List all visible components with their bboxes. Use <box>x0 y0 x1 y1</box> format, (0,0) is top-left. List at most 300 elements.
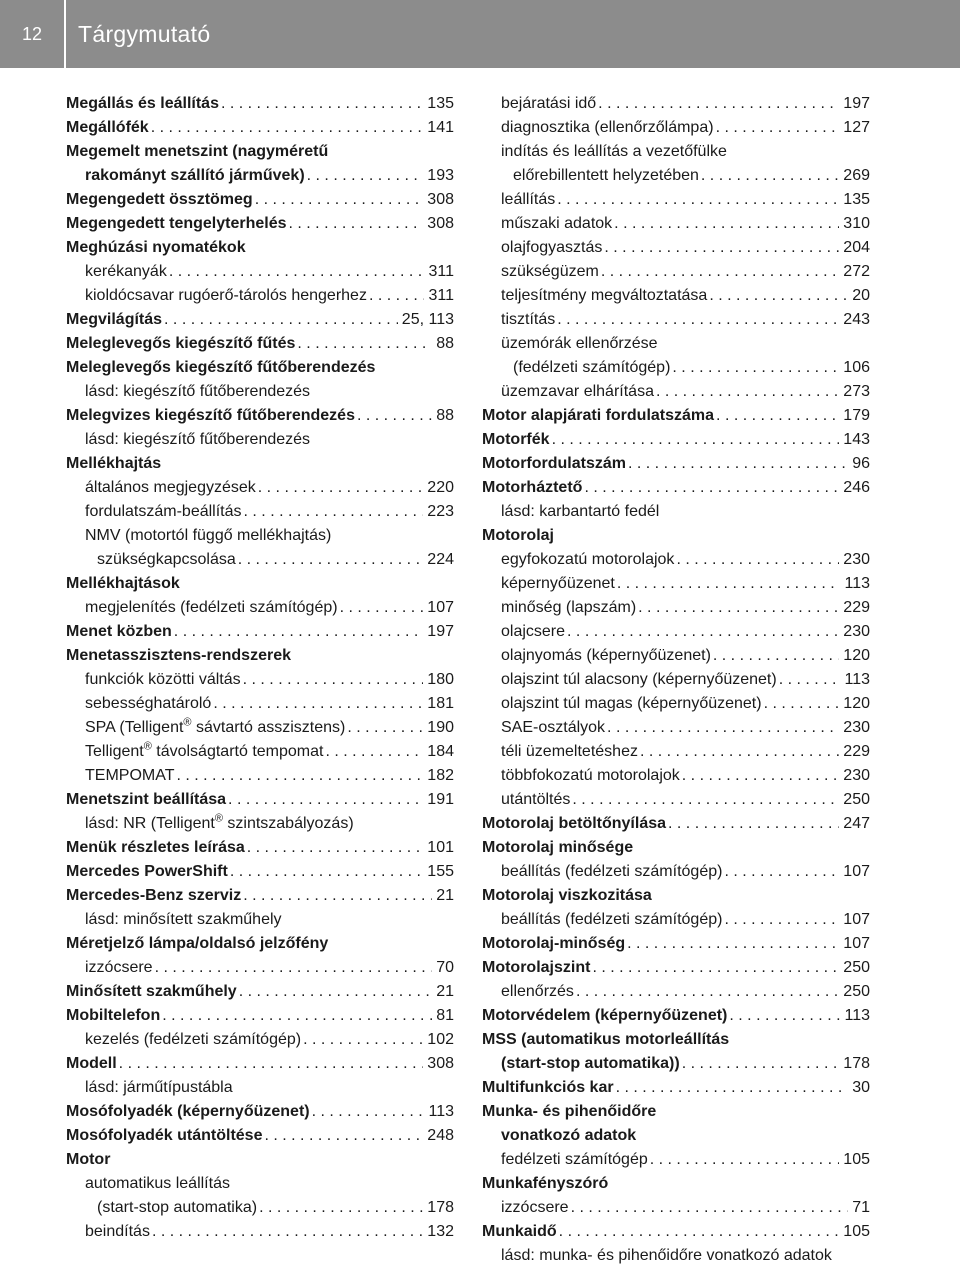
leader-dots <box>347 716 423 740</box>
index-entry <box>66 620 454 644</box>
page-ref: 107 <box>427 599 454 616</box>
entry-text: SAE-osztályok <box>501 719 606 736</box>
entry-text: üzemórák ellenőrzése <box>501 335 658 352</box>
index-entry <box>482 836 870 860</box>
page-ref: 81 <box>436 1007 454 1024</box>
entry-text: minőség (lapszám) <box>501 599 637 616</box>
entry-text: Motorolaj minősége <box>482 839 634 856</box>
entry-text: Motorvédelem (képernyőüzenet) <box>482 1007 728 1024</box>
leader-dots <box>176 764 423 788</box>
index-subentry <box>482 236 870 260</box>
page-ref: 120 <box>843 695 870 712</box>
leader-dots <box>616 1076 849 1100</box>
index-subentry <box>66 428 454 452</box>
page-ref: 88 <box>436 335 454 352</box>
entry-text: lásd: kiegészítő fűtőberendezés <box>85 383 311 400</box>
index-entry <box>66 236 454 260</box>
leader-dots <box>289 212 424 236</box>
entry-text: többfokozatú motorolajok <box>501 767 680 784</box>
page-ref: 308 <box>427 191 454 208</box>
index-entry <box>66 116 454 140</box>
entry-text: Mercedes PowerShift <box>66 863 228 880</box>
leader-dots <box>716 404 839 428</box>
index-subentry <box>482 716 870 740</box>
page-ref: 250 <box>843 983 870 1000</box>
index-subentry <box>482 740 870 764</box>
entry-text: kioldócsavar rugóerő-tárolós hengerhez <box>85 287 367 304</box>
page-ref: 71 <box>852 1199 870 1216</box>
entry-text: (start-stop automatika) <box>97 1199 258 1216</box>
index-column-left <box>66 92 454 1244</box>
page-ref: 182 <box>427 767 454 784</box>
page-ref: 311 <box>428 287 454 304</box>
entry-text: Munkafényszóró <box>482 1175 609 1192</box>
entry-text: Motorolajszint <box>482 959 591 976</box>
entry-text: képernyőüzenet <box>501 575 615 592</box>
leader-dots <box>724 908 839 932</box>
leader-dots <box>312 1100 425 1124</box>
registered-mark: ® <box>183 716 192 729</box>
leader-dots <box>357 404 432 428</box>
page-ref: 229 <box>843 599 870 616</box>
index-entry <box>482 812 870 836</box>
entry-text: Motorolaj viszkozitása <box>482 887 652 904</box>
leader-dots <box>701 164 839 188</box>
registered-mark: ® <box>143 740 152 753</box>
entry-text: Megállófék <box>66 119 149 136</box>
index-entry <box>482 1028 870 1052</box>
index-subentry <box>66 764 454 788</box>
entry-text: olajfogyasztás <box>501 239 603 256</box>
leader-dots <box>238 548 424 572</box>
index-subentry <box>482 644 870 668</box>
entry-text: olajcsere <box>501 623 566 640</box>
page-ref: 127 <box>843 119 870 136</box>
page-title: Tárgymutató <box>66 0 960 68</box>
page-ref: 135 <box>843 191 870 208</box>
index-entry <box>482 428 870 452</box>
index-subentry <box>66 500 454 524</box>
index-subentry <box>66 716 454 740</box>
entry-text: Meghúzási nyomatékok <box>66 239 246 256</box>
index-subentry <box>482 620 870 644</box>
leader-dots <box>557 188 839 212</box>
entry-text: téli üzemeltetéshez <box>501 743 638 760</box>
index-entry <box>482 452 870 476</box>
leader-dots <box>598 92 839 116</box>
index-entry <box>482 1100 870 1124</box>
leader-dots <box>369 284 425 308</box>
entry-text: Méretjelző lámpa/oldalsó jelzőfény <box>66 935 329 952</box>
index-subentry <box>66 668 454 692</box>
index-entry <box>482 476 870 500</box>
entry-text: Menetasszisztens-rendszerek <box>66 647 291 664</box>
page-ref: 190 <box>427 719 454 736</box>
entry-text: olajszint túl alacsony (képernyőüzenet) <box>501 671 777 688</box>
entry-text: rakományt szállító járművek) <box>85 167 305 184</box>
index-entry <box>66 644 454 668</box>
page-ref: 143 <box>843 431 870 448</box>
entry-text: beindítás <box>85 1223 150 1240</box>
page-ref: 101 <box>427 839 454 856</box>
index-entry <box>66 404 454 428</box>
entry-text: szükségüzem <box>501 263 599 280</box>
index-entry <box>66 356 454 380</box>
page-ref: 311 <box>428 263 454 280</box>
page-ref: 230 <box>843 719 870 736</box>
leader-dots <box>640 740 839 764</box>
index-subentry <box>482 596 870 620</box>
entry-text: Mobiltelefon <box>66 1007 161 1024</box>
entry-text: ellenőrzés <box>501 983 574 1000</box>
entry-text: Mellékhajtások <box>66 575 180 592</box>
page-ref: 178 <box>843 1055 870 1072</box>
index-subentry <box>66 380 454 404</box>
entry-text: Multifunkciós kar <box>482 1079 614 1096</box>
leader-dots <box>576 980 839 1004</box>
index-entry <box>482 1220 870 1244</box>
page-ref: 230 <box>843 551 870 568</box>
leader-dots <box>764 692 840 716</box>
leader-dots <box>572 788 839 812</box>
entry-text: Modell <box>66 1055 117 1072</box>
entry-text: (start-stop automatika)) <box>501 1055 680 1072</box>
index-subentry <box>482 164 870 188</box>
leader-dots <box>174 620 424 644</box>
leader-dots <box>244 500 424 524</box>
page-ref: 155 <box>427 863 454 880</box>
page-ref: 88 <box>436 407 454 424</box>
leader-dots <box>614 212 839 236</box>
index-subentry <box>66 548 454 572</box>
index-entry <box>482 524 870 548</box>
page-ref: 250 <box>843 959 870 976</box>
entry-text: diagnosztika (ellenőrzőlámpa) <box>501 119 714 136</box>
leader-dots <box>682 1052 840 1076</box>
page-ref: 230 <box>843 767 870 784</box>
index-entry <box>66 1004 454 1028</box>
entry-text: Megállás és leállítás <box>66 95 219 112</box>
leader-dots <box>119 1052 424 1076</box>
page-ref: 113 <box>844 575 870 592</box>
index-subentry <box>482 548 870 572</box>
page-ref: 113 <box>428 1103 454 1120</box>
index-entry <box>66 188 454 212</box>
leader-dots <box>584 476 839 500</box>
leader-dots <box>162 1004 432 1028</box>
page-ref: 141 <box>427 119 454 136</box>
index-subentry <box>66 1028 454 1052</box>
entry-text: beállítás (fedélzeti számítógép) <box>501 863 723 880</box>
page-ref: 102 <box>427 1031 454 1048</box>
index-subentry <box>66 740 454 764</box>
leader-dots <box>559 1220 840 1244</box>
entry-text: tisztítás <box>501 311 556 328</box>
index-subentry <box>482 260 870 284</box>
page-ref: 230 <box>843 623 870 640</box>
leader-dots <box>709 284 848 308</box>
entry-text: NMV (motortól függő mellékhajtás) <box>85 527 332 544</box>
page-ref: 273 <box>843 383 870 400</box>
entry-text: sebességhatároló <box>85 695 212 712</box>
index-subentry <box>482 92 870 116</box>
entry-text: fordulatszám-beállítás <box>85 503 242 520</box>
leader-dots <box>604 236 839 260</box>
page-ref: 178 <box>427 1199 454 1216</box>
page-ref: 20 <box>852 287 870 304</box>
entry-text: Motorolaj-minőség <box>482 935 626 952</box>
leader-dots <box>164 308 398 332</box>
leader-dots <box>303 1028 423 1052</box>
index-entry <box>66 980 454 1004</box>
leader-dots <box>340 596 424 620</box>
entry-text: előrebillentett helyzetében <box>513 167 699 184</box>
entry-text: automatikus leállítás <box>85 1175 230 1192</box>
entry-text: Menetszint beállítása <box>66 791 227 808</box>
index-subentry <box>482 1124 870 1148</box>
leader-dots <box>656 380 839 404</box>
index-entry <box>66 836 454 860</box>
entry-text: Megengedett tengelyterhelés <box>66 215 287 232</box>
entry-text: lásd: kiegészítő fűtőberendezés <box>85 431 311 448</box>
leader-dots <box>151 116 424 140</box>
page-ref: 193 <box>427 167 454 184</box>
entry-text: Mellékhajtás <box>66 455 162 472</box>
index-subentry <box>482 860 870 884</box>
index-entry <box>482 932 870 956</box>
leader-dots <box>228 788 423 812</box>
entry-text: (fedélzeti számítógép) <box>513 359 671 376</box>
entry-text: kerékanyák <box>85 263 167 280</box>
leader-dots <box>729 1004 840 1028</box>
index-entry <box>482 956 870 980</box>
page-ref: 106 <box>843 359 870 376</box>
leader-dots <box>628 452 848 476</box>
leader-dots <box>676 548 839 572</box>
index-subentry <box>482 692 870 716</box>
index-subentry <box>482 500 870 524</box>
index-entry <box>66 140 454 164</box>
page-ref: 105 <box>843 1223 870 1240</box>
entry-text: Munkaidő <box>482 1223 557 1240</box>
leader-dots <box>258 476 424 500</box>
index-entry <box>66 860 454 884</box>
index-subentry <box>66 956 454 980</box>
index-subentry <box>66 164 454 188</box>
entry-text: Megvilágítás <box>66 311 163 328</box>
page-ref: 113 <box>844 1007 870 1024</box>
leader-dots <box>713 644 839 668</box>
index-subentry <box>66 596 454 620</box>
entry-text: MSS (automatikus motorleállítás <box>482 1031 730 1048</box>
entry-text: általános megjegyzések <box>85 479 256 496</box>
index-entry <box>66 452 454 476</box>
page-ref: 191 <box>427 791 454 808</box>
index-subentry <box>482 668 870 692</box>
entry-text: vonatkozó adatok <box>501 1127 637 1144</box>
index-entry <box>66 572 454 596</box>
index-entry <box>482 1076 870 1100</box>
entry-text: fedélzeti számítógép <box>501 1151 648 1168</box>
index-subentry <box>482 356 870 380</box>
index-entry <box>66 308 454 332</box>
index-subentry <box>66 812 454 836</box>
index-subentry <box>482 980 870 1004</box>
page-ref: 269 <box>843 167 870 184</box>
index-subentry <box>66 1172 454 1196</box>
entry-text: szükségkapcsolása <box>97 551 236 568</box>
entry-text: Telligent® távolságtartó tempomat <box>85 740 324 760</box>
entry-text: TEMPOMAT <box>85 767 175 784</box>
index-subentry <box>482 764 870 788</box>
leader-dots <box>247 836 424 860</box>
entry-text: indítás és leállítás a vezetőfülke <box>501 143 727 160</box>
leader-dots <box>243 884 432 908</box>
entry-text: beállítás (fedélzeti számítógép) <box>501 911 723 928</box>
entry-text: funkciók közötti váltás <box>85 671 241 688</box>
leader-dots <box>638 596 839 620</box>
page-ref: 135 <box>427 95 454 112</box>
page-ref: 223 <box>427 503 454 520</box>
registered-mark: ® <box>214 812 223 825</box>
index-subentry <box>66 1196 454 1220</box>
page-ref: 180 <box>427 671 454 688</box>
index-subentry <box>66 692 454 716</box>
leader-dots <box>239 980 433 1004</box>
leader-dots <box>716 116 840 140</box>
entry-text: Motor alapjárati fordulatszáma <box>482 407 715 424</box>
page-ref: 184 <box>427 743 454 760</box>
index-subentry <box>482 1196 870 1220</box>
page-ref: 308 <box>427 1055 454 1072</box>
entry-text: Menet közben <box>66 623 172 640</box>
page-ref: 247 <box>843 815 870 832</box>
entry-text: Minősített szakműhely <box>66 983 237 1000</box>
leader-dots <box>672 356 839 380</box>
page-ref: 107 <box>843 911 870 928</box>
page-ref: 220 <box>427 479 454 496</box>
page-ref: 181 <box>427 695 454 712</box>
index-subentry <box>66 524 454 548</box>
index-subentry <box>66 476 454 500</box>
entry-text: Motorfék <box>482 431 550 448</box>
index-entry <box>66 1100 454 1124</box>
index-entry <box>66 788 454 812</box>
page-ref: 21 <box>436 887 454 904</box>
page-ref: 113 <box>844 671 870 688</box>
page-ref: 204 <box>843 239 870 256</box>
page-ref: 96 <box>852 455 870 472</box>
entry-text: olajszint túl magas (képernyőüzenet) <box>501 695 762 712</box>
index-entry <box>482 404 870 428</box>
page-ref: 308 <box>427 215 454 232</box>
index-subentry <box>482 212 870 236</box>
index-subentry <box>482 572 870 596</box>
index-subentry <box>482 140 870 164</box>
entry-text: Mosófolyadék (képernyőüzenet) <box>66 1103 310 1120</box>
leader-dots <box>230 860 423 884</box>
leader-dots <box>607 716 839 740</box>
page-ref: 30 <box>852 1079 870 1096</box>
entry-text: Meleglevegős kiegészítő fűtés <box>66 335 296 352</box>
page-ref: 120 <box>843 647 870 664</box>
entry-text: bejáratási idő <box>501 95 597 112</box>
entry-text: Menük részletes leírása <box>66 839 245 856</box>
page-ref: 248 <box>427 1127 454 1144</box>
page-number: 12 <box>0 0 64 68</box>
leader-dots <box>557 308 839 332</box>
page-ref: 250 <box>843 791 870 808</box>
index-subentry <box>482 788 870 812</box>
page-ref: 229 <box>843 743 870 760</box>
page-ref: 197 <box>843 95 870 112</box>
entry-text: lásd: karbantartó fedél <box>501 503 660 520</box>
entry-text: Munka- és pihenőidőre <box>482 1103 657 1120</box>
index-subentry <box>482 284 870 308</box>
leader-dots <box>297 332 432 356</box>
page-ref: 224 <box>427 551 454 568</box>
leader-dots <box>155 956 433 980</box>
index-entry <box>66 1148 454 1172</box>
entry-text: Motorfordulatszám <box>482 455 626 472</box>
entry-text: olajnyomás (képernyőüzenet) <box>501 647 711 664</box>
entry-text: lásd: járműtípustábla <box>85 1079 233 1096</box>
entry-text: SPA (Telligent® sávtartó asszisztens) <box>85 716 346 736</box>
index-subentry <box>66 1220 454 1244</box>
leader-dots <box>152 1220 423 1244</box>
leader-dots <box>668 812 839 836</box>
index-subentry <box>482 380 870 404</box>
leader-dots <box>627 932 839 956</box>
entry-text: üzemzavar elhárítása <box>501 383 654 400</box>
index-subentry <box>66 260 454 284</box>
leader-dots <box>601 260 839 284</box>
index-subentry <box>482 1052 870 1076</box>
page-ref: 107 <box>843 935 870 952</box>
entry-text: egyfokozatú motorolajok <box>501 551 675 568</box>
leader-dots <box>259 1196 423 1220</box>
leader-dots <box>724 860 839 884</box>
index-subentry <box>66 284 454 308</box>
entry-text: Mercedes-Benz szerviz <box>66 887 242 904</box>
index-subentry <box>66 908 454 932</box>
leader-dots <box>779 668 841 692</box>
entry-text: műszaki adatok <box>501 215 613 232</box>
index-entry <box>66 212 454 236</box>
entry-text: Motorháztető <box>482 479 583 496</box>
page-ref: 105 <box>843 1151 870 1168</box>
entry-text: lásd: munka- és pihenőidőre vonatkozó adatok <box>501 1247 832 1264</box>
index-entry <box>482 1172 870 1196</box>
leader-dots <box>213 692 423 716</box>
index-subentry <box>482 908 870 932</box>
leader-dots <box>255 188 424 212</box>
entry-text: Motorolaj <box>482 527 554 544</box>
leader-dots <box>592 956 839 980</box>
page-ref: 70 <box>436 959 454 976</box>
leader-dots <box>169 260 425 284</box>
page-ref: 246 <box>843 479 870 496</box>
entry-text: lásd: NR (Telligent® szintszabályozás) <box>85 812 354 832</box>
entry-text: leállítás <box>501 191 556 208</box>
index-subentry <box>482 1148 870 1172</box>
index-subentry <box>482 332 870 356</box>
entry-text: Meleglevegős kiegészítő fűtőberendezés <box>66 359 376 376</box>
leader-dots <box>243 668 424 692</box>
leader-dots <box>571 1196 849 1220</box>
page-header <box>0 0 960 68</box>
entry-text: Megemelt menetszint (nagyméretű <box>66 143 329 160</box>
